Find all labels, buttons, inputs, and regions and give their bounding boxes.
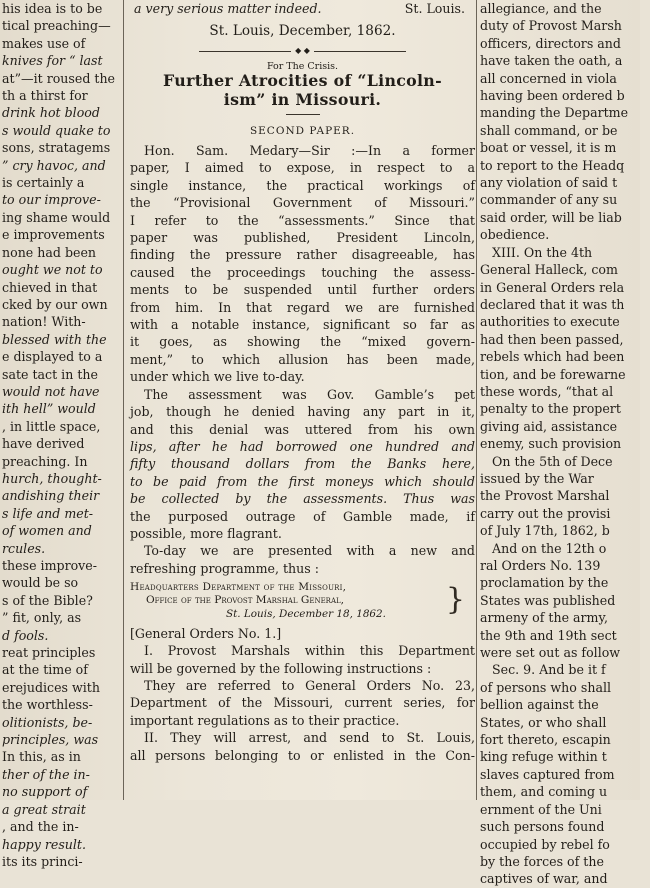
text-line: ment,” to which allusion has been made, — [130, 351, 475, 367]
text-line: at”—it roused the — [2, 70, 116, 86]
text-line: by the forces of the — [480, 853, 604, 869]
text-line: them, and coming u — [480, 784, 608, 800]
text-line: be collected by the assessments. Thus was — [130, 491, 475, 507]
text-line: shall command, or be — [480, 122, 618, 138]
brace-glyph: } — [445, 582, 465, 618]
article-headline — [130, 71, 475, 109]
article-body-2 — [130, 625, 475, 764]
top-line-place: St. Louis. — [404, 1, 465, 16]
text-line: ing shame would — [2, 209, 111, 225]
headquarters-line-2: Office of the Provost Marshal General, — [146, 594, 345, 607]
text-line: to report to the Headq — [480, 157, 625, 173]
text-line: And on the 12th o — [492, 540, 607, 556]
dateline: St. Louis, December, 1862. — [209, 23, 396, 39]
headquarters-line-1: Headquarters Department of the Missouri, — [130, 581, 347, 594]
text-line: under which we live to-day. — [130, 369, 305, 385]
text-line: would be so — [2, 575, 79, 591]
text-line: ought we not to — [2, 262, 103, 278]
text-line: ” cry havoc, and — [2, 157, 106, 173]
text-line: having been ordered b — [480, 88, 625, 104]
text-line: e improvements — [2, 227, 105, 243]
text-line: sons, stratagems — [2, 140, 111, 156]
text-line: ther of the in- — [2, 766, 90, 782]
column-rule-right — [476, 0, 477, 800]
text-line: these improve- — [2, 558, 98, 573]
text-line: have derived — [2, 436, 85, 452]
text-line: tion, and be forewarne — [480, 366, 626, 382]
text-line: ral Orders No. 139 — [480, 558, 601, 573]
text-line: refreshing programme, thus : — [130, 560, 319, 576]
text-line: In this, as in — [2, 749, 81, 765]
short-rule — [286, 114, 320, 115]
article-body-1 — [130, 142, 475, 577]
text-line: its its princi- — [2, 853, 83, 869]
text-line: [General Orders No. 1.] — [130, 625, 282, 641]
right-column — [480, 0, 650, 887]
column-rule-left — [123, 0, 124, 800]
text-line: such persons found — [480, 819, 605, 835]
text-line: ments to be suspended until further orders — [130, 282, 475, 298]
text-line: cked by our own — [2, 296, 108, 312]
text-line: officers, directors and — [480, 35, 621, 51]
text-line: drink hot blood — [2, 105, 100, 121]
text-line: Department of the Missouri, current series, for — [130, 695, 475, 711]
text-line: s would quake to — [2, 122, 111, 138]
text-line: were set out as follow — [480, 645, 621, 661]
text-line: tical preaching— — [2, 18, 111, 34]
text-line: any violation of said t — [480, 175, 618, 191]
text-line: hurch, thought- — [2, 470, 102, 486]
text-line: a great strait — [2, 801, 86, 817]
text-line: paper was published, President Lincoln, — [130, 230, 475, 246]
text-line: said order, will be liab — [480, 209, 622, 225]
text-line: To-day we are presented with a new and — [144, 543, 475, 559]
text-line: all persons belonging to or enlisted in the Con- — [130, 747, 475, 763]
text-line: of women and — [2, 523, 92, 539]
text-line: States was published — [480, 592, 616, 608]
text-line: the “Provisional Government of Missouri.” — [130, 195, 475, 211]
text-line: ernment of the Uni — [480, 801, 602, 817]
text-line: rebels which had been — [480, 349, 625, 365]
text-line: possible, more flagrant. — [130, 525, 282, 541]
text-line: chieved in that — [2, 279, 98, 295]
second-paper-label: SECOND PAPER. — [249, 125, 356, 137]
text-line: d fools. — [2, 627, 49, 643]
top-line-text: a very serious matter indeed. — [134, 1, 322, 16]
center-column — [130, 0, 475, 800]
text-line: reat principles — [2, 645, 96, 661]
text-line: manding the Departme — [480, 105, 629, 121]
text-line: bellion against the — [480, 697, 599, 713]
text-line: I. Provost Marshals within this Department — [144, 643, 475, 659]
text-line: andishing their — [2, 488, 100, 504]
text-line: in General Orders rela — [480, 279, 625, 295]
text-line: king refuge within t — [480, 749, 607, 765]
text-line: caused the proceedings touching the assess- — [130, 264, 475, 280]
text-line: boat or vessel, it is m — [480, 140, 617, 156]
text-line: his idea is to be — [2, 1, 103, 16]
text-line: rcules. — [2, 540, 46, 556]
text-line: paper, I aimed to expose, in respect to a — [130, 160, 475, 176]
text-line: it goes, as showing the “mixed govern- — [130, 334, 475, 350]
text-line: slaves captured from — [480, 766, 615, 782]
text-line: principles, was — [2, 732, 99, 748]
headquarters-line-3: St. Louis, December 18, 1862. — [226, 607, 386, 620]
text-line: penalty to the propert — [480, 401, 621, 417]
text-line: th a thirst for — [2, 88, 88, 104]
text-line: the Provost Marshal — [480, 488, 610, 504]
text-line: olitionists, be- — [2, 714, 93, 730]
headline-line-2: ism” in Missouri. — [223, 90, 382, 109]
text-line: I refer to the “assessments.” Since that — [130, 212, 475, 228]
headline-line-1: Further Atrocities of “Lincoln- — [163, 71, 442, 90]
text-line: declared that it was th — [480, 296, 625, 312]
text-line: sate tact in the — [2, 366, 98, 382]
text-line: makes use of — [2, 35, 86, 51]
text-line: lips, after he had borrowed one hundred and — [130, 438, 475, 454]
text-line: giving aid, assistance — [480, 418, 618, 434]
text-line: obedience. — [480, 227, 550, 243]
text-line: , in little space, — [2, 418, 101, 434]
text-line: nation! With- — [2, 314, 86, 330]
left-column — [0, 0, 118, 869]
ornamental-rule — [130, 46, 475, 56]
text-line: issued by the War — [480, 470, 594, 486]
text-line: to be paid from the first moneys which should — [130, 473, 475, 489]
text-line: have taken the oath, a — [480, 53, 623, 69]
text-line: They are referred to General Orders No. 23, — [144, 677, 475, 693]
ornament-glyph: ◆ ◆ — [295, 46, 310, 56]
text-line: erejudices with — [2, 679, 100, 695]
text-line: carry out the provisi — [480, 505, 611, 521]
text-line: job, though he denied having any part in it, — [130, 404, 475, 420]
text-line: the worthless- — [2, 697, 93, 713]
text-line: captives of war, and — [480, 871, 608, 887]
text-line: e displayed to a — [2, 349, 103, 365]
text-line: s of the Bible? — [2, 592, 93, 608]
text-line: and this denial was uttered from his own — [130, 421, 475, 437]
top-line — [130, 0, 475, 17]
text-line: fort thereto, escapin — [480, 732, 611, 748]
text-line: allegiance, and the — [480, 1, 602, 16]
text-line: had then been passed, — [480, 331, 624, 347]
text-line: enemy, such provision — [480, 436, 622, 452]
text-line: the purposed outrage of Gamble made, if — [130, 508, 475, 524]
text-line: occupied by rebel fo — [480, 836, 610, 852]
text-line: General Halleck, com — [480, 262, 618, 278]
headquarters-block — [130, 581, 475, 621]
text-line: all concerned in viola — [480, 70, 617, 86]
text-line: ” fit, only, as — [2, 610, 82, 626]
text-line: no support of — [2, 784, 88, 800]
text-line: XIII. On the 4th — [492, 244, 593, 260]
text-line: ith hell” would — [2, 401, 96, 417]
text-line: single instance, the practical workings of — [130, 177, 475, 193]
text-line: finding the pressure rather disagreeable, has — [130, 247, 475, 263]
text-line: II. They will arrest, and send to St. Louis, — [144, 730, 475, 746]
text-line: to our improve- — [2, 192, 101, 208]
text-line: happy result. — [2, 836, 86, 852]
text-line: commander of any su — [480, 192, 618, 208]
text-line: none had been — [2, 244, 97, 260]
text-line: important regulations as to their practice. — [130, 712, 400, 728]
text-line: s life and met- — [2, 505, 94, 521]
text-line: knives for “ last — [2, 53, 103, 69]
text-line: would not have — [2, 383, 100, 399]
text-line: with a notable instance, significant so far as — [130, 317, 475, 333]
text-line: preaching. In — [2, 453, 88, 469]
text-line: blessed with the — [2, 331, 107, 347]
text-line: proclamation by the — [480, 575, 609, 591]
text-line: duty of Provost Marsh — [480, 18, 622, 34]
text-line: is certainly a — [2, 175, 85, 191]
text-line: armeny of the army, — [480, 610, 608, 626]
text-line: authorities to execute — [480, 314, 620, 330]
text-line: will be governed by the following instructions : — [130, 660, 432, 676]
text-line: the 9th and 19th sect — [480, 627, 617, 643]
text-line: at the time of — [2, 662, 88, 678]
text-line: States, or who shall — [480, 714, 607, 730]
text-line: from him. In that regard we are furnished — [130, 299, 475, 315]
for-the-crisis-label: For The Crisis. — [266, 61, 339, 72]
text-line: these words, “that al — [480, 383, 614, 399]
text-line: fifty thousand dollars from the Banks here, — [130, 456, 475, 472]
text-line: Hon. Sam. Medary—Sir :—In a former — [144, 143, 475, 158]
text-line: of persons who shall — [480, 679, 612, 695]
text-line: Sec. 9. And be it f — [492, 662, 606, 678]
text-line: On the 5th of Dece — [492, 453, 613, 469]
text-line: , and the in- — [2, 819, 79, 835]
text-line: of July 17th, 1862, b — [480, 523, 610, 539]
text-line: The assessment was Gov. Gamble’s pet — [144, 386, 475, 402]
